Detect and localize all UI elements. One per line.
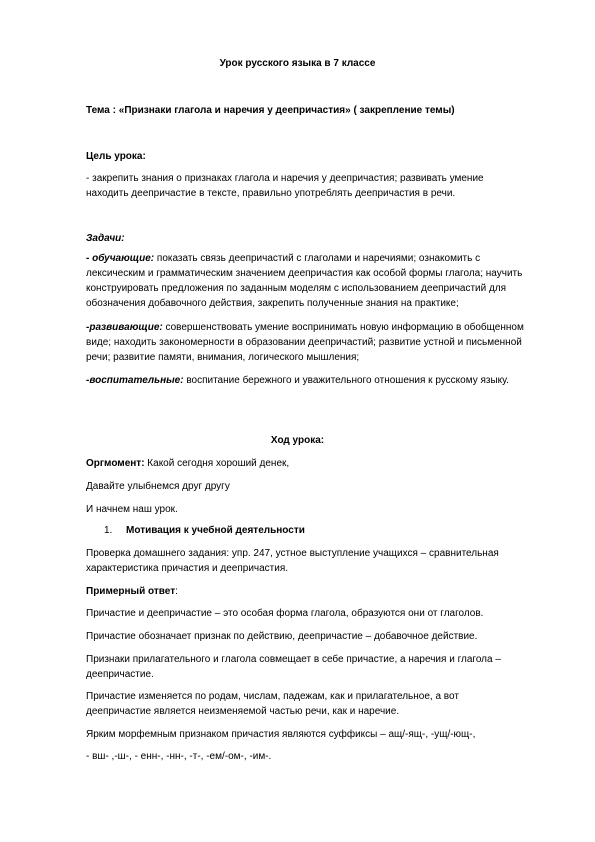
- topic-line: Тема : «Признаки глагола и наречия у деепричастия» ( закрепление темы): [86, 105, 455, 116]
- org-text: Какой сегодня хороший денек,: [144, 458, 290, 469]
- task-developing: [86, 320, 526, 365]
- task-teaching: [86, 251, 526, 311]
- paragraph-6: - вш- ,-ш-, - енн-, -нн-, -т-, -ем/-ом-, -им-.: [86, 751, 272, 762]
- task-teaching-text: показать связь деепричастий с глаголами и наречиями; ознакомить с лексическим и грамматическим значением деепричастия как особой формы глагола; научить конструировать предложения по заданным моделям с использованием деепричастий для обозначения добавочного действия, закрепить полученные знания на практике;: [86, 253, 523, 309]
- tasks-heading: Задачи:: [86, 233, 125, 244]
- task-educational-label: -воспитательные:: [86, 375, 184, 386]
- task-educational-text: воспитание бережного и уважительного отношения к русскому языку.: [183, 375, 509, 386]
- org-label: Оргмомент:: [86, 458, 145, 469]
- answer-line: [86, 584, 526, 599]
- paragraph-2: Причастие обозначает признак по действию, деепричастие – добавочное действие.: [86, 631, 478, 642]
- homework-text: Проверка домашнего задания: упр. 247, устное выступление учащихся – сравнительная характеристика причастия и деепричастия.: [86, 548, 499, 574]
- doc-title: Урок русского языка в 7 классе: [219, 58, 376, 69]
- task-developing-label: -развивающие:: [86, 322, 163, 333]
- paragraph-1: Причастие и деепричастие – это особая форма глагола, образуются они от глаголов.: [86, 608, 484, 619]
- org-line: [86, 456, 526, 471]
- task-teaching-label: - обучающие:: [86, 253, 155, 264]
- course-heading: Ход урока:: [270, 435, 325, 446]
- list-item: [104, 523, 544, 538]
- start-line: И начнем наш урок.: [86, 504, 178, 515]
- goal-text: - закрепить знания о признаках глагола и наречия у деепричастия; развивать умение находить деепричастие в тексте, правильно употреблять деепричастия в речи.: [86, 173, 484, 199]
- task-developing-text: совершенствовать умение воспринимать новую информацию в обобщенном виде; находить закономерности в образовании деепричастий; развитие устной и письменной речи; развитие памяти, внимания, логического мышления;: [86, 322, 524, 363]
- task-educational: [86, 373, 526, 388]
- smile-line: Давайте улыбнемся друг другу: [86, 481, 230, 492]
- list-item-text: Мотивация к учебной деятельности: [126, 525, 305, 536]
- paragraph-3: Признаки прилагательного и глагола совмещает в себе причастие, а наречия и глагола – деепричастие.: [86, 654, 501, 680]
- answer-colon: :: [175, 586, 178, 597]
- paragraph-4: Причастие изменяется по родам, числам, падежам, как и прилагательное, а вот деепричастие является неизменяемой частью речи, как и наречие.: [86, 691, 459, 717]
- list-number: 1.: [104, 525, 113, 536]
- answer-label: Примерный ответ: [86, 586, 176, 597]
- paragraph-5: Ярким морфемным признаком причастия являются суффиксы – ащ/-ящ-, -ущ/-ющ-,: [86, 729, 476, 740]
- goal-heading: Цель урока:: [86, 151, 146, 162]
